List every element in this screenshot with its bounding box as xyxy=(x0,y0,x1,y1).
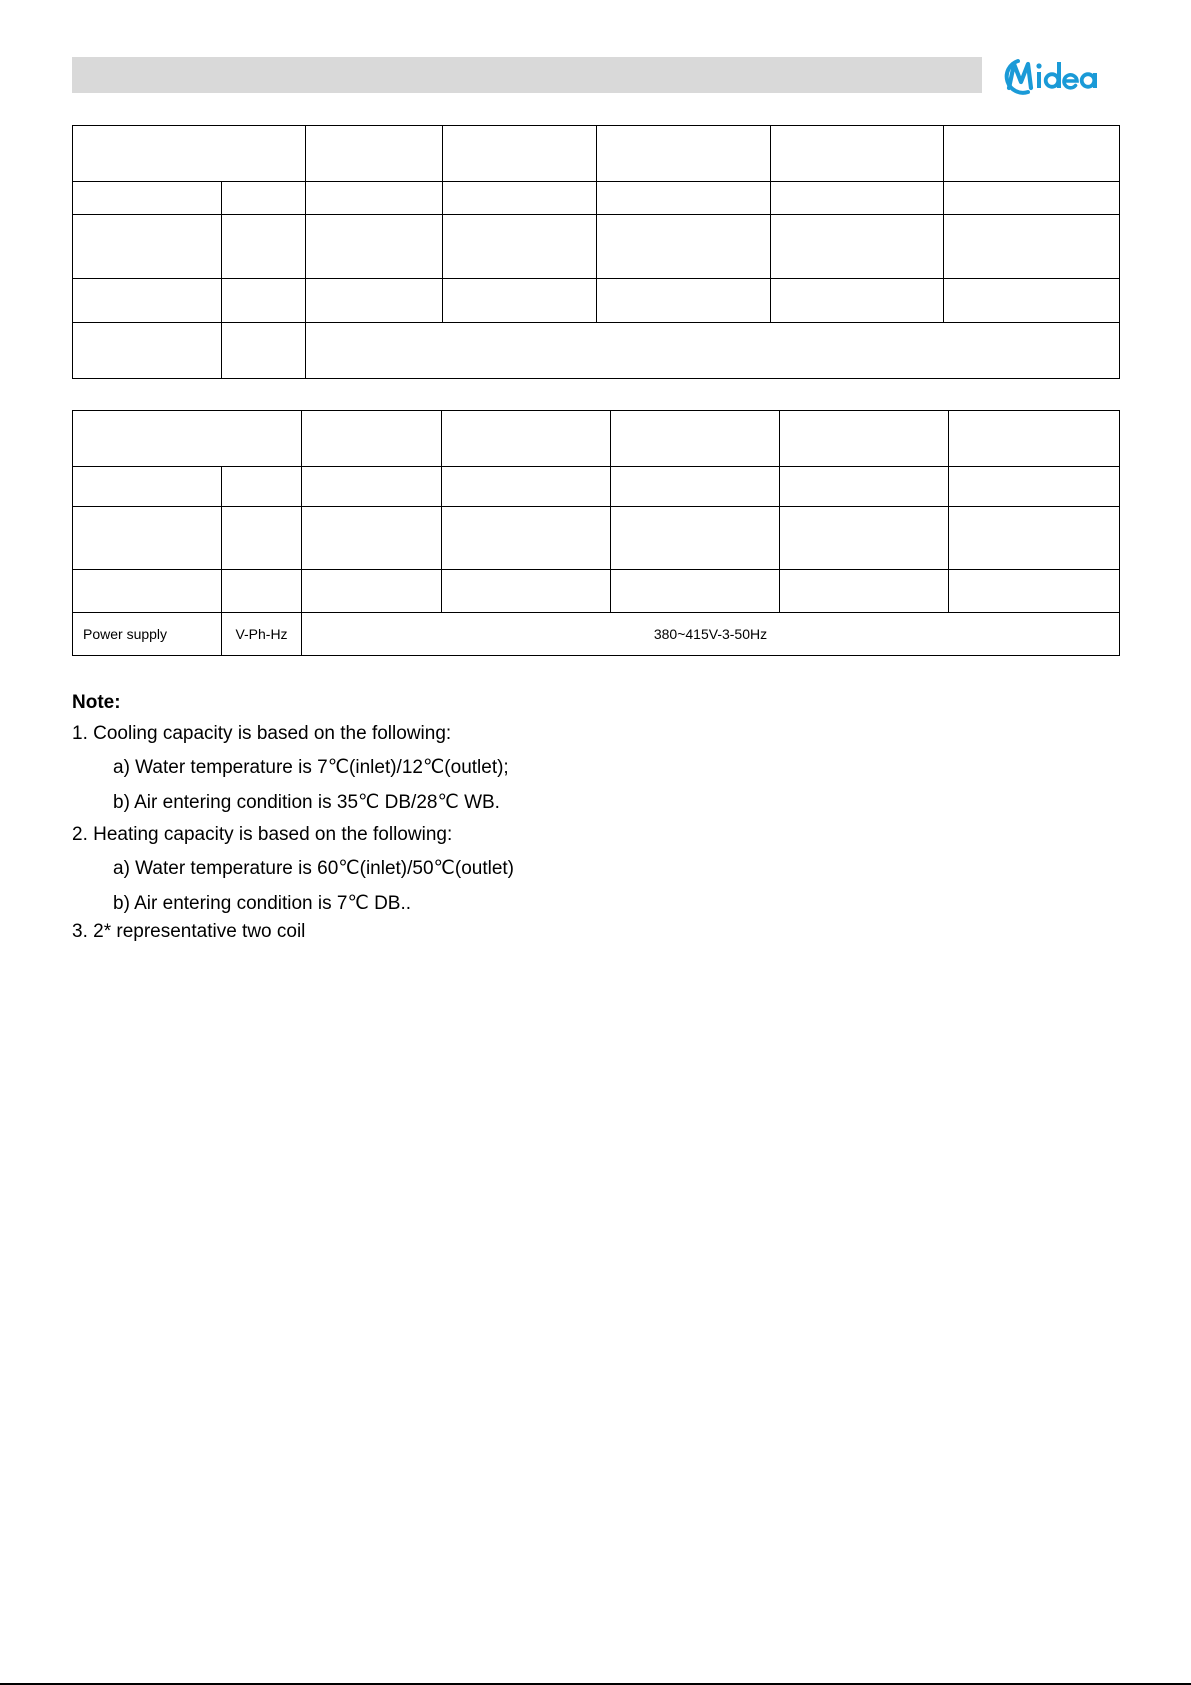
table-cell-header xyxy=(73,126,306,182)
table-cell-label xyxy=(73,279,222,323)
table-cell xyxy=(442,570,611,613)
table-row xyxy=(73,182,1120,215)
note-subitem: b) Air entering condition is 35℃ DB/28℃ WB. xyxy=(113,792,500,813)
table-cell xyxy=(443,215,597,279)
note-item: 1. Cooling capacity is based on the following: xyxy=(72,723,452,744)
table-row xyxy=(73,215,1120,279)
power-supply-value: 380~415V-3-50Hz xyxy=(302,613,1120,656)
table-cell xyxy=(771,215,944,279)
table-cell xyxy=(780,467,949,507)
table-cell xyxy=(949,507,1120,570)
table-cell-label xyxy=(73,507,222,570)
table-cell xyxy=(944,215,1120,279)
table-row xyxy=(73,507,1120,570)
table-cell-label xyxy=(73,182,222,215)
table-cell xyxy=(306,182,443,215)
table-cell xyxy=(443,182,597,215)
table-row xyxy=(73,613,1120,656)
table-cell xyxy=(306,215,443,279)
table-cell xyxy=(949,570,1120,613)
table-cell xyxy=(597,182,771,215)
table-cell xyxy=(949,467,1120,507)
table-cell xyxy=(611,411,780,467)
power-supply-label: Power supply xyxy=(73,613,222,656)
table-cell-header xyxy=(73,411,302,467)
table-cell xyxy=(442,411,611,467)
table-cell-label xyxy=(73,323,222,379)
table-cell xyxy=(949,411,1120,467)
table-row xyxy=(73,411,1120,467)
table-cell-unit xyxy=(222,323,306,379)
table-cell xyxy=(443,126,597,182)
table-cell-merged xyxy=(306,323,1120,379)
table-cell xyxy=(771,126,944,182)
table-cell xyxy=(302,467,442,507)
midea-logo-icon xyxy=(1000,52,1105,100)
note-item: 2. Heating capacity is based on the following: xyxy=(72,824,453,845)
table-row xyxy=(73,323,1120,379)
table-row xyxy=(73,467,1120,507)
table-row xyxy=(73,570,1120,613)
table-cell xyxy=(597,126,771,182)
table-cell xyxy=(442,507,611,570)
table-cell xyxy=(306,126,443,182)
midea-logo xyxy=(1000,52,1105,100)
spec-table-1 xyxy=(72,125,1120,379)
table-cell-unit xyxy=(222,570,302,613)
table-cell-label xyxy=(73,467,222,507)
table-row xyxy=(73,126,1120,182)
table-cell xyxy=(780,570,949,613)
table-cell xyxy=(771,182,944,215)
table-cell xyxy=(611,507,780,570)
table-cell-unit xyxy=(222,467,302,507)
table-cell xyxy=(597,279,771,323)
table-cell xyxy=(780,507,949,570)
table-cell xyxy=(302,411,442,467)
table-cell xyxy=(944,126,1120,182)
table-cell-unit xyxy=(222,279,306,323)
spec-table-2 xyxy=(72,410,1120,656)
note-item: 3. 2* representative two coil xyxy=(72,921,306,942)
table-row xyxy=(73,279,1120,323)
table-cell xyxy=(771,279,944,323)
table-cell xyxy=(442,467,611,507)
table-cell-unit xyxy=(222,215,306,279)
table-cell-label xyxy=(73,215,222,279)
table-cell xyxy=(611,570,780,613)
table-cell xyxy=(302,570,442,613)
table-cell xyxy=(302,507,442,570)
table-cell xyxy=(597,215,771,279)
note-subitem: b) Air entering condition is 7℃ DB.. xyxy=(113,893,412,914)
power-supply-unit: V-Ph-Hz xyxy=(222,613,302,656)
table-cell xyxy=(306,279,443,323)
table-cell xyxy=(944,182,1120,215)
note-subitem: a) Water temperature is 7℃(inlet)/12℃(outlet); xyxy=(113,757,509,778)
table-cell-unit xyxy=(222,507,302,570)
table-cell-unit xyxy=(222,182,306,215)
table-cell-label xyxy=(73,570,222,613)
table-cell xyxy=(443,279,597,323)
table-cell xyxy=(944,279,1120,323)
table-cell xyxy=(780,411,949,467)
notes-title: Note: xyxy=(72,692,121,713)
note-subitem: a) Water temperature is 60℃(inlet)/50℃(outlet) xyxy=(113,858,515,879)
header-bar xyxy=(72,57,982,93)
table-cell xyxy=(611,467,780,507)
